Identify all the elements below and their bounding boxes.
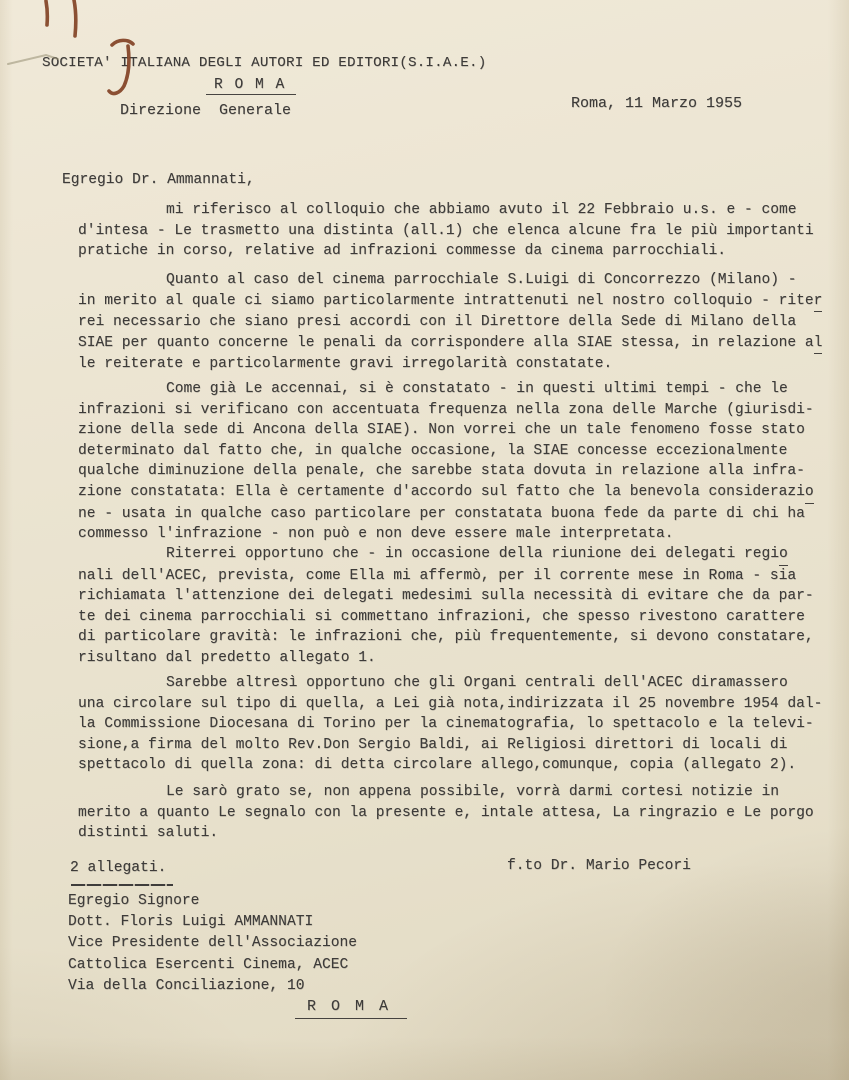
signature: f.to Dr. Mario Pecori [507, 858, 691, 874]
enclosures-note: 2 allegati. [70, 860, 167, 876]
letter-line: d'intesa - Le trasmetto una distinta (all.1) che elenca alcune fra le più importanti [78, 222, 814, 239]
paragraph [78, 544, 838, 669]
letter-line: risultano dal predetto allegato 1. [78, 649, 376, 666]
hyphenation-underline: o [805, 482, 814, 504]
letter-line: ne - usata in qualche caso particolare per constatata buona fede da parte di chi ha [78, 505, 805, 522]
letter-line: determinato dal fatto che, in qualche occasione, la SIAE concesse eccezionalmente [78, 442, 788, 459]
letter-line: Riterrei opportuno che - in occasione della riunione dei delegati regio [78, 544, 838, 566]
recipient-line: Dott. Floris Luigi AMMANNATI [68, 914, 314, 931]
letter-line: Quanto al caso del cinema parrocchiale S.Luigi di Concorrezzo (Milano) - [166, 272, 797, 288]
paragraph [78, 200, 838, 262]
recipient-line: Cattolica Esercenti Cinema, ACEC [68, 956, 349, 973]
salutation: Egregio Dr. Ammannati, [62, 172, 255, 188]
hyphenation-underline: r [814, 291, 823, 313]
letter-line: una circolare sul tipo di quella, a Lei già nota,indirizzata il 25 novembre 1954 dal- [78, 695, 823, 712]
pen-hook-icon [112, 40, 133, 45]
letter-line: qualche diminuzione della penale, che sarebbe stata dovuta in relazione alla infra- [78, 463, 805, 480]
letter-line: te dei cinema parrocchiali si commettano infrazioni, che spesso rivestono carattere [78, 608, 805, 625]
letter-line: in merito al quale ci siamo particolarmente intrattenuti nel nostro colloquio - riter [78, 291, 838, 313]
organization-name: SOCIETA' ITALIANA DEGLI AUTORI ED EDITORI(S.I.A.E.) [42, 55, 487, 71]
paragraph [78, 379, 838, 545]
letter-line: Sarebbe altresì opportuno che gli Organi centrali dell'ACEC diramassero [166, 675, 788, 691]
letter-line: Come già Le accennai, si è constatato - in questi ultimi tempi - che le [166, 381, 788, 397]
paragraph [78, 782, 838, 844]
recipient-city: R O M A [295, 998, 407, 1019]
recipient-line: Via della Conciliazione, 10 [68, 977, 305, 994]
letter-line: Le sarò grato se, non appena possibile, vorrà darmi cortesi notizie in [166, 784, 780, 800]
hyphenation-underline: l [814, 333, 823, 355]
letter-line: sione,a firma del molto Rev.Don Sergio Baldi, ai Religiosi direttori di locali di [78, 736, 788, 753]
letter-line: la Commissione Diocesana di Torino per la cinematografia, lo spettacolo e la televi- [78, 716, 814, 733]
letter-line: commesso l'infrazione - non può e non deve essere male interpretata. [78, 526, 674, 543]
paragraph [78, 673, 838, 776]
recipient-address [68, 891, 357, 997]
letter-line: le reiterate e particolarmente gravi irregolarità constatate. [78, 356, 613, 373]
letter-line: zione constatata: Ella è certamente d'accordo sul fatto che la benevola considerazio [78, 482, 838, 504]
pen-stroke-icon [46, 1, 47, 25]
letter-line: mi riferisco al colloquio che abbiamo avuto il 22 Febbraio u.s. e - come [166, 202, 797, 218]
letter-line: SIAE per quanto concerne le penali da corrispondere alla SIAE stessa, in relazione al [78, 333, 838, 355]
letter-line: spettacolo di quella zona: di detta circolare allego,comunque, copia (allegato 2). [78, 757, 797, 774]
letter-line: di particolare gravità: le infrazioni che, più frequentemente, si devono constatare, [78, 629, 814, 646]
letter-line: richiamata l'attenzione dei delegati medesimi sulla necessità di evitare che da par- [78, 588, 814, 605]
pen-stroke-icon [74, 0, 76, 36]
header-city: R O M A [206, 77, 296, 95]
letter-line: infrazioni si verificano con accentuata frequenza nella zona delle Marche (giurisdi- [78, 401, 814, 418]
letter-line: zione della sede di Ancona della SIAE). Non vorrei che un tale fenomeno fosse stato [78, 422, 805, 439]
hyphenation-underline: o [779, 544, 788, 566]
letter-line: nali dell'ACEC, prevista, come Ella mi affermò, per il corrente mese in Roma - sia [78, 567, 797, 584]
letter-line: merito a quanto Le segnalo con la presente e, intale attesa, La ringrazio e Le porgo [78, 804, 814, 821]
letter-line: rei necessario che siano presi accordi con il Direttore della Sede di Milano della [78, 314, 797, 331]
letter-line: distinti saluti. [78, 825, 219, 842]
header-office: Direzione Generale [120, 102, 292, 119]
dateline: Roma, 11 Marzo 1955 [571, 95, 743, 112]
recipient-line: Egregio Signore [68, 893, 200, 909]
recipient-line: Vice Presidente dell'Associazione [68, 935, 358, 952]
letter-line: pratiche in corso, relative ad infrazioni commesse da cinema parrocchiali. [78, 243, 727, 260]
typed-divider-rule [71, 884, 173, 886]
paragraph [78, 270, 838, 375]
